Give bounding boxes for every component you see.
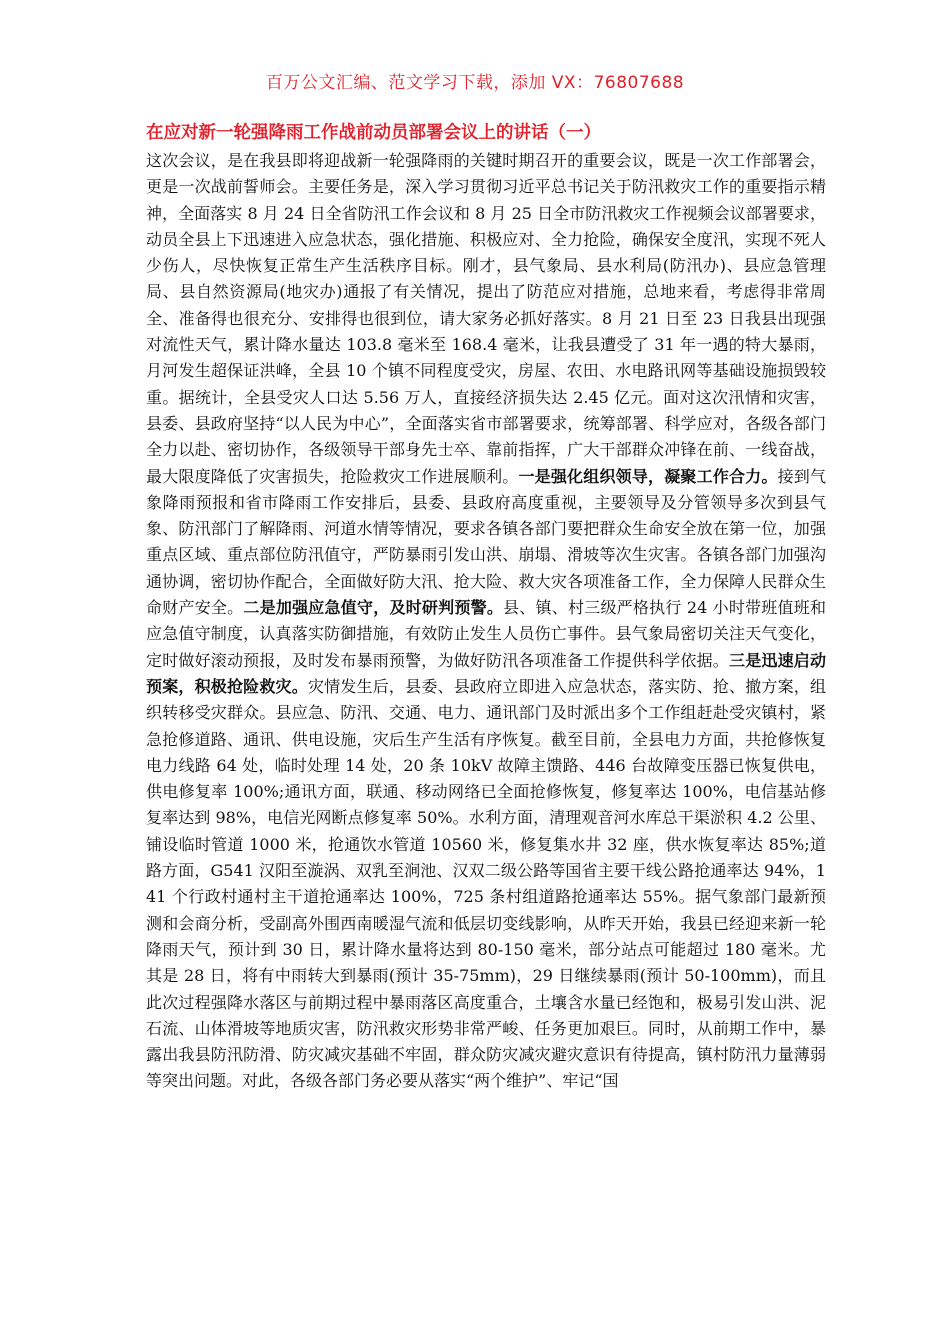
document-title: 在应对新一轮强降雨工作战前动员部署会议上的讲话（一） xyxy=(146,123,601,143)
body-paragraph-intro: 这次会议，是在我县即将迎战新一轮强降雨的关键时期召开的重要会议，既是一次工作部署会，更是一次战前誓师会。主要任务是，深入学习贯彻习近平总书记关于防汛救灾工作的重要指示精神，全面落实 8 月 24 日全省防汛工作会议和 8 月 25 日全市防汛救灾工作视频会议部署要求，动员全县上下迅速进入应急状态，强化措施、积极应对、全力抢险，确保安全度汛，实现不死人少伤人，尽快恢复正常生产生活秩序目标。刚才，县气象局、县水利局(防汛办)、县应急管理局、县自然资源局(地灾办)通报了有关情况，提出了防范应对措施，总地来看，考虑得非常周全、准备得也很充分、安排得也很到位，请大家务必抓好落实。8 月 21 日至 23 日我县出现强对流性天气，累计降水量达 103.8 毫米至 168.4 毫米，让我县遭受了 31 年一遇的特大暴雨，月河发生超保证洪峰，全县 10 个镇不同程度受灾，房屋、农田、水电路讯网等基础设施损毁较重。据统计，全县受灾人口达 5.56 万人，直接经济损失达 2.45 亿元。面对这次汛情和灾害，县委、县政府坚持“以人民为中心”，全面落实省市部署要求，统筹部署、科学应对，各级各部门全力以赴、密切协作，各级领导干部身先士卒、靠前指挥，广大干部群众冲锋在前、一线奋战，最大限度降低了灾害损失，抢险救灾工作进展顺利。 xyxy=(146,151,826,486)
header-banner: 百万公文汇编、范文学习下载，添加 VX：76807688 xyxy=(265,73,685,93)
section-heading-three: 三是迅速启动预案，积极抢险救灾。 xyxy=(146,650,826,696)
document-body xyxy=(146,148,826,1095)
body-paragraph-two: 县、镇、村三级严格执行 24 小时带班值班和应急值守制度，认真落实防御措施，有效防止发生人员伤亡事件。县气象局密切关注天气变化，定时做好滚动预报，及时发布暴雨预警，为做好防汛各项准备工作提供科学依据。 xyxy=(146,598,826,670)
section-heading-one: 一是强化组织领导，凝聚工作合力。 xyxy=(518,466,778,486)
section-heading-two: 二是加强应急值守，及时研判预警。 xyxy=(243,598,504,618)
body-paragraph-three: 灾情发生后，县委、县政府立即进入应急状态，落实防、抢、撤方案，组织转移受灾群众。县应急、防汛、交通、电力、通讯部门及时派出多个工作组赶赴受灾镇村，紧急抢修道路、通讯、供电设施，灾后生产生活有序恢复。截至目前，全县电力方面，共抢修恢复电力线路 64 处，临时处理 14 处，20 条 10kV 故障主馈路、446 台故障变压器已恢复供电，供电修复率 100%;通讯方面，联通、移动网络已全面抢修恢复，修复率达 100%，电信基站修复率达到 98%，电信光网断点修复率 50%。水利方面，清理观音河水库总干渠淤积 4.2 公里、铺设临时管道 1000 米，抢通饮水管道 10560 米，修复集水井 32 座，供水恢复率达 85%;道路方面，G541 汉阳至漩涡、双乳至涧池、汉双二级公路等国省主要干线公路抢通率达 94%，141 个行政村通村主干道抢通率达 100%，725 条村组道路抢通率达 55%。据气象部门最新预测和会商分析，受副高外围西南暖湿气流和低层切变线影响，从昨天开始，我县已经迎来新一轮降雨天气，预计到 30 日，累计降水量将达到 80-150 毫米，部分站点可能超过 180 毫米。尤其是 28 日，将有中雨转大到暴雨(预计 35-75mm)，29 日继续暴雨(预计 50-100mm)，而且此次过程强降水落区与前期过程中暴雨落区高度重合，土壤含水量已经饱和，极易引发山洪、泥石流、山体滑坡等地质灾害，防汛救灾形势非常严峻、任务更加艰巨。同时，从前期工作中，暴露出我县防汛防滑、防灾减灾基础不牢固，群众防灾减灾避灾意识有待提高，镇村防汛力量薄弱等突出问题。对此，各级各部门务必要从落实“两个维护”、牢记“国 xyxy=(146,676,826,1091)
body-paragraph-one: 接到气象降雨预报和省市降雨工作安排后，县委、县政府高度重视，主要领导及分管领导多次到县气象、防汛部门了解降雨、河道水情等情况，要求各镇各部门要把群众生命安全放在第一位，加强重点区域、重点部位防汛值守，严防暴雨引发山洪、崩塌、滑坡等次生灾害。各镇各部门加强沟通协调，密切协作配合，全面做好防大汛、抢大险、救大灾各项准备工作，全力保障人民群众生命财产安全。 xyxy=(146,466,826,618)
